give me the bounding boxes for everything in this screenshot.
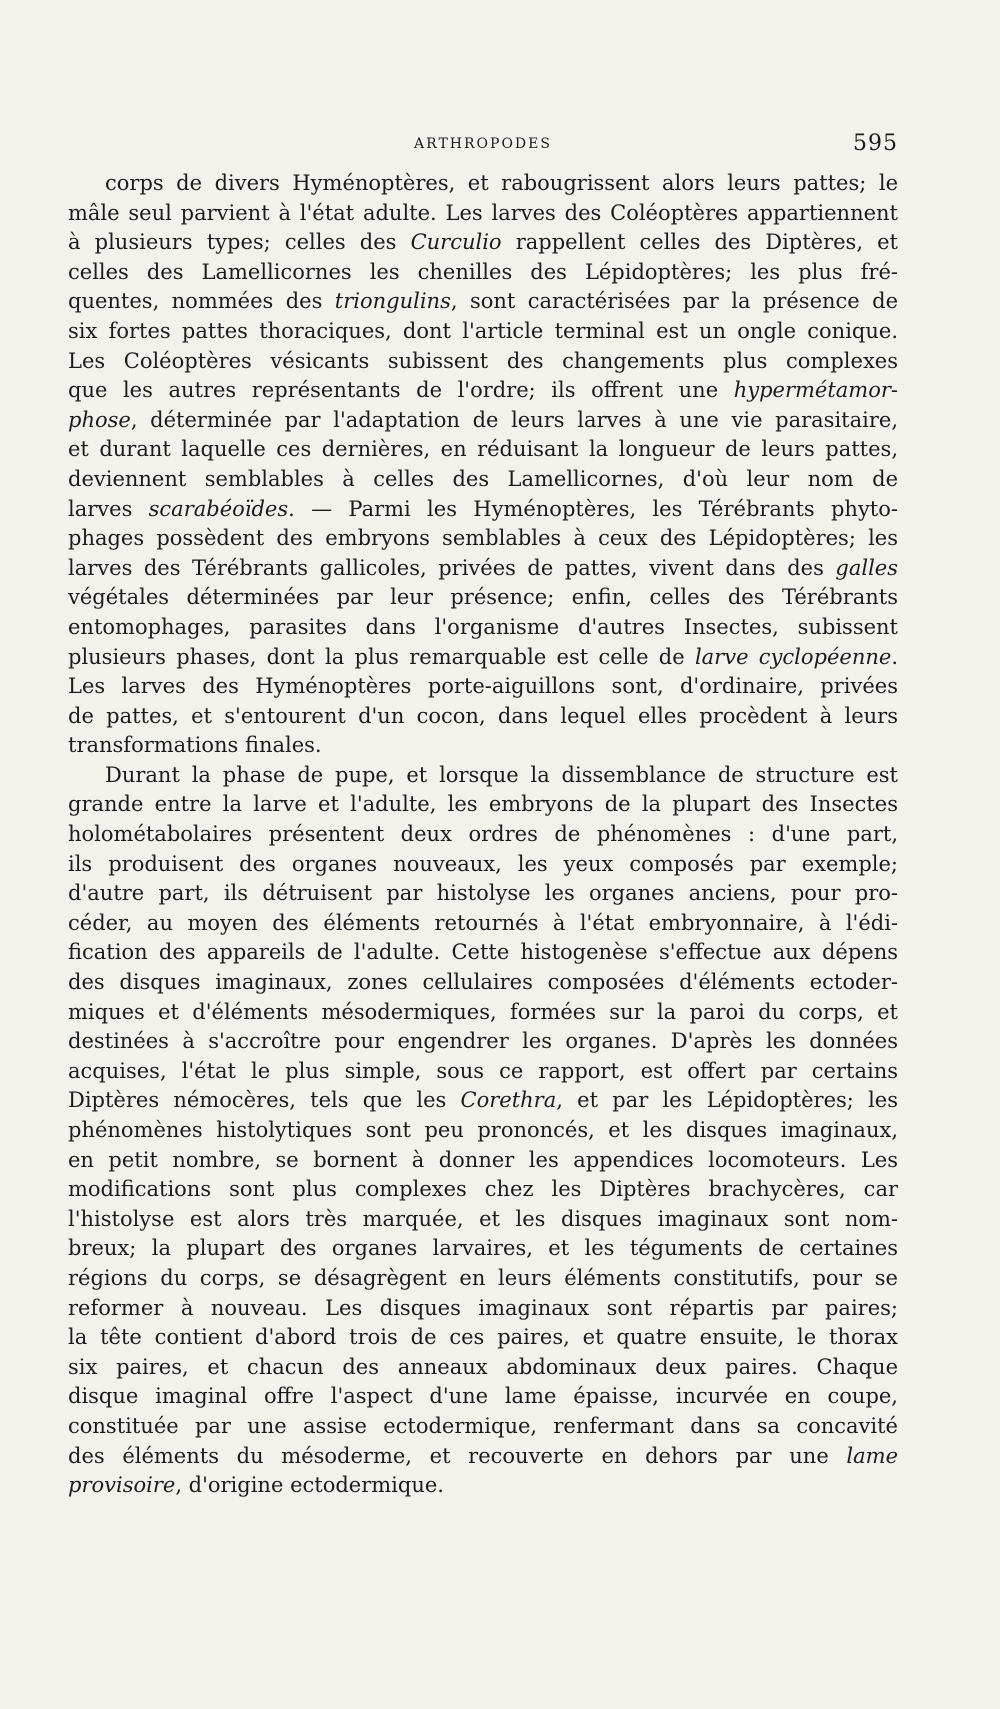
- text-segment: en petit nombre, se bornent à donner les appendices locomoteurs. Les: [68, 1147, 898, 1172]
- text-line: [68, 1116, 898, 1146]
- text-segment: larves des Térébrants gallicoles, privées de pattes, vivent dans des: [68, 555, 836, 580]
- text-line: [68, 376, 898, 406]
- text-segment: six paires, et chacun des anneaux abdominaux deux paires. Chaque: [68, 1354, 898, 1379]
- text-line: [68, 1471, 898, 1501]
- text-segment: acquises, l'état le plus simple, sous ce rapport, est offert par certains: [68, 1058, 898, 1083]
- running-title: ARTHROPODES: [414, 136, 552, 152]
- italic-term: Curculio: [410, 230, 502, 255]
- text-segment: fication des appareils de l'adulte. Cette histogenèse s'effectue aux dépens: [68, 940, 898, 965]
- text-segment: celles des Lamellicornes les chenilles des Lépidoptères; les plus fré-: [68, 259, 898, 284]
- text-line: [68, 258, 898, 288]
- paragraph: [68, 761, 898, 1501]
- page-header: [68, 131, 898, 160]
- text-line: [68, 287, 898, 317]
- text-segment: destinées à s'accroître pour engendrer les organes. D'après les données: [68, 1029, 898, 1054]
- text-segment: quentes, nommées des: [68, 289, 335, 314]
- text-segment: six fortes pattes thoraciques, dont l'article terminal est un ongle conique.: [68, 318, 898, 343]
- italic-term: hypermétamor-: [733, 378, 898, 403]
- text-line: [68, 347, 898, 377]
- text-segment: miques et d'éléments mésodermiques, formées sur la paroi du corps, et: [68, 999, 898, 1024]
- text-line: [68, 199, 898, 229]
- italic-term: phose: [68, 407, 131, 432]
- text-line: [68, 820, 898, 850]
- body-text: [68, 169, 898, 1501]
- text-line: [68, 524, 898, 554]
- text-line: [68, 1323, 898, 1353]
- text-line: [68, 761, 898, 791]
- text-segment: plusieurs phases, dont la plus remarquable est celle de: [68, 644, 695, 669]
- text-segment: , sont caractérisées par la présence de: [450, 289, 898, 314]
- text-line: [68, 731, 898, 761]
- text-line: [68, 643, 898, 673]
- text-line: [68, 1086, 898, 1116]
- text-line: [68, 998, 898, 1028]
- text-segment: végétales déterminées par leur présence; enfin, celles des Térébrants: [68, 585, 898, 610]
- text-segment: modifications sont plus complexes chez les Diptères brachycères, car: [68, 1177, 898, 1202]
- text-segment: , d'origine ectodermique.: [175, 1473, 444, 1498]
- text-segment: des éléments du mésoderme, et recouverte en dehors par une: [68, 1443, 847, 1468]
- text-segment: et durant laquelle ces dernières, en réduisant la longueur de leurs pattes,: [68, 437, 898, 462]
- text-segment: Les Coléoptères vésicants subissent des changements plus complexes: [68, 348, 898, 373]
- text-line: [68, 406, 898, 436]
- text-segment: phages possèdent des embryons semblables à ceux des Lépidoptères; les: [68, 526, 898, 551]
- italic-term: triongulins: [334, 289, 451, 314]
- text-segment: l'histolyse est alors très marquée, et les disques imaginaux sont nom-: [68, 1206, 898, 1231]
- text-line: [68, 1382, 898, 1412]
- text-line: [68, 879, 898, 909]
- text-line: [68, 465, 898, 495]
- text-line: [68, 1175, 898, 1205]
- text-segment: phénomènes histolytiques sont peu prononcés, et les disques imaginaux,: [68, 1118, 898, 1142]
- text-line: [68, 613, 898, 643]
- text-segment: Durant la phase de pupe, et lorsque la dissemblance de structure est: [105, 762, 898, 787]
- text-segment: deviennent semblables à celles des Lamellicornes, d'où leur nom de: [68, 466, 898, 491]
- text-line: [68, 850, 898, 880]
- text-line: [68, 228, 898, 258]
- text-line: [68, 495, 898, 525]
- text-line: [68, 672, 898, 702]
- text-segment: ils produisent des organes nouveaux, les yeux composés par exemple;: [68, 851, 898, 876]
- italic-term: scarabéoïdes: [148, 496, 289, 521]
- text-segment: disque imaginal offre l'aspect d'une lame épaisse, incurvée en coupe,: [68, 1384, 898, 1409]
- text-segment: , déterminée par l'adaptation de leurs larves à une vie parasitaire,: [130, 407, 898, 432]
- page-number: 595: [853, 131, 898, 156]
- text-line: [68, 1205, 898, 1235]
- text-line: [68, 1234, 898, 1264]
- text-segment: la tête contient d'abord trois de ces paires, et quatre ensuite, le thorax: [68, 1325, 898, 1350]
- text-segment: transformations finales.: [68, 733, 322, 758]
- italic-term: larve cyclopéenne: [694, 644, 892, 669]
- text-segment: holométabolaires présentent deux ordres de phénomènes : d'une part,: [68, 822, 898, 847]
- text-segment: des disques imaginaux, zones cellulaires composées d'éléments ectoder-: [68, 970, 898, 995]
- text-segment: reformer à nouveau. Les disques imaginaux sont répartis par paires;: [68, 1295, 898, 1320]
- text-line: [68, 554, 898, 584]
- text-segment: à plusieurs types; celles des: [68, 230, 411, 255]
- text-line: [68, 583, 898, 613]
- text-line: [68, 909, 898, 939]
- text-line: [68, 1146, 898, 1176]
- text-segment: céder, au moyen des éléments retournés à l'état embryonnaire, à l'édi-: [68, 910, 898, 935]
- text-segment: Diptères némocères, tels que les: [68, 1088, 461, 1113]
- text-line: [68, 1353, 898, 1383]
- text-segment: Les larves des Hyménoptères porte-aiguillons sont, d'ordinaire, privées: [68, 674, 898, 699]
- text-line: [68, 1027, 898, 1057]
- paragraph: [68, 169, 898, 761]
- text-segment: .: [891, 644, 898, 669]
- text-segment: régions du corps, se désagrègent en leurs éléments constitutifs, pour se: [68, 1265, 898, 1290]
- text-segment: constituée par une assise ectodermique, renfermant dans sa concavité: [68, 1413, 898, 1438]
- text-segment: breux; la plupart des organes larvaires, et les téguments de certaines: [68, 1236, 898, 1261]
- text-segment: de pattes, et s'entourent d'un cocon, dans lequel elles procèdent à leurs: [68, 703, 898, 728]
- text-segment: larves: [68, 496, 149, 521]
- text-line: [68, 968, 898, 998]
- text-line: [68, 938, 898, 968]
- text-line: [68, 1264, 898, 1294]
- text-segment: que les autres représentants de l'ordre; ils offrent une: [68, 378, 734, 403]
- italic-term: Corethra: [460, 1088, 557, 1113]
- italic-term: provisoire: [68, 1473, 176, 1498]
- text-segment: rappellent celles des Diptères, et: [501, 230, 898, 255]
- text-segment: entomophages, parasites dans l'organisme d'autres Insectes, subissent: [68, 614, 898, 639]
- text-line: [68, 702, 898, 732]
- text-line: [68, 169, 898, 199]
- text-line: [68, 1294, 898, 1324]
- text-segment: d'autre part, ils détruisent par histolyse les organes anciens, pour pro-: [68, 881, 898, 906]
- italic-term: lame: [846, 1443, 898, 1468]
- text-segment: , et par les Lépidoptères; les: [556, 1088, 898, 1113]
- text-segment: corps de divers Hyménoptères, et rabougrissent alors leurs pattes; le: [105, 171, 898, 195]
- text-segment: mâle seul parvient à l'état adulte. Les larves des Coléoptères appartiennent: [68, 200, 898, 225]
- text-segment: . — Parmi les Hyménoptères, les Térébrants phyto-: [288, 496, 898, 521]
- text-line: [68, 1057, 898, 1087]
- text-line: [68, 1442, 898, 1472]
- text-line: [68, 1412, 898, 1442]
- text-line: [68, 317, 898, 347]
- text-segment: grande entre la larve et l'adulte, les embryons de la plupart des Insectes: [68, 792, 898, 817]
- italic-term: galles: [835, 555, 898, 580]
- text-line: [68, 435, 898, 465]
- text-line: [68, 790, 898, 820]
